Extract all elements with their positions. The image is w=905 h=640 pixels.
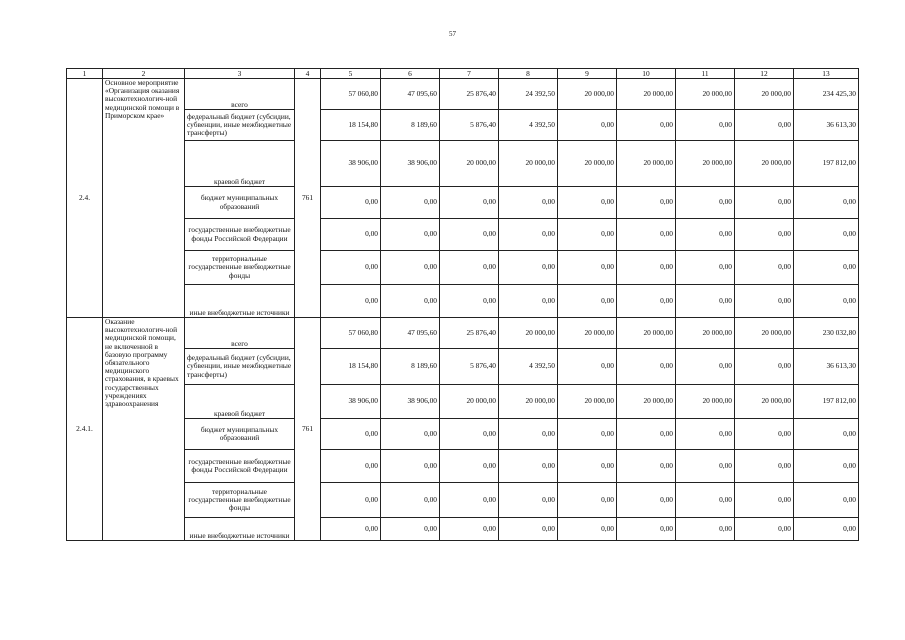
amount-cell: 0,00 xyxy=(794,450,859,483)
amount-cell: 0,00 xyxy=(321,251,381,285)
amount-cell: 0,00 xyxy=(440,285,499,318)
amount-cell: 0,00 xyxy=(381,187,440,219)
amount-cell: 0,00 xyxy=(558,285,617,318)
amount-cell: 38 906,00 xyxy=(381,141,440,187)
amount-cell: 20 000,00 xyxy=(617,385,676,419)
amount-cell: 5 876,40 xyxy=(440,349,499,385)
amount-cell: 0,00 xyxy=(499,219,558,251)
activity-code: 2.4.1. xyxy=(67,318,103,541)
amount-cell: 0,00 xyxy=(499,518,558,541)
amount-cell: 0,00 xyxy=(676,187,735,219)
column-header: 13 xyxy=(794,69,859,79)
amount-cell: 20 000,00 xyxy=(499,385,558,419)
table-row xyxy=(67,385,859,419)
amount-cell: 0,00 xyxy=(321,219,381,251)
column-header: 7 xyxy=(440,69,499,79)
amount-cell: 0,00 xyxy=(617,219,676,251)
amount-cell: 0,00 xyxy=(499,251,558,285)
table-row xyxy=(67,450,859,483)
budget-table xyxy=(66,68,859,541)
amount-cell: 20 000,00 xyxy=(676,79,735,110)
amount-cell: 0,00 xyxy=(321,450,381,483)
amount-cell: 234 425,30 xyxy=(794,79,859,110)
amount-cell: 0,00 xyxy=(735,518,794,541)
funding-source: государственные внебюджетные фонды Российской Федерации xyxy=(185,450,295,483)
amount-cell: 36 613,30 xyxy=(794,110,859,141)
amount-cell: 0,00 xyxy=(676,110,735,141)
table-row xyxy=(67,419,859,450)
amount-cell: 0,00 xyxy=(676,349,735,385)
funding-source: территориальные государственные внебюджетные фонды xyxy=(185,251,295,285)
amount-cell: 0,00 xyxy=(794,483,859,518)
amount-cell: 0,00 xyxy=(381,285,440,318)
column-header: 6 xyxy=(381,69,440,79)
amount-cell: 0,00 xyxy=(558,518,617,541)
amount-cell: 25 876,40 xyxy=(440,318,499,349)
amount-cell: 20 000,00 xyxy=(735,79,794,110)
amount-cell: 20 000,00 xyxy=(735,141,794,187)
amount-cell: 0,00 xyxy=(558,219,617,251)
amount-cell: 0,00 xyxy=(617,483,676,518)
amount-cell: 20 000,00 xyxy=(676,141,735,187)
amount-cell: 0,00 xyxy=(499,419,558,450)
table-row xyxy=(67,285,859,318)
amount-cell: 0,00 xyxy=(735,219,794,251)
funding-source: государственные внебюджетные фонды Российской Федерации xyxy=(185,219,295,251)
amount-cell: 8 189,60 xyxy=(381,110,440,141)
column-header: 3 xyxy=(185,69,295,79)
table-row xyxy=(67,219,859,251)
funding-source: федеральный бюджет (субсидии, субвенции, иные межбюджетные трансферты) xyxy=(185,349,295,385)
amount-cell: 0,00 xyxy=(440,187,499,219)
table-row xyxy=(67,187,859,219)
amount-cell: 0,00 xyxy=(735,349,794,385)
activity-code: 2.4. xyxy=(67,79,103,318)
amount-cell: 0,00 xyxy=(381,419,440,450)
amount-cell: 0,00 xyxy=(321,518,381,541)
column-header: 5 xyxy=(321,69,381,79)
amount-cell: 20 000,00 xyxy=(440,385,499,419)
page-number: 57 xyxy=(449,30,456,38)
amount-cell: 36 613,30 xyxy=(794,349,859,385)
amount-cell: 0,00 xyxy=(558,110,617,141)
amount-cell: 25 876,40 xyxy=(440,79,499,110)
amount-cell: 20 000,00 xyxy=(499,318,558,349)
amount-cell: 20 000,00 xyxy=(735,318,794,349)
table-row xyxy=(67,110,859,141)
amount-cell: 38 906,00 xyxy=(381,385,440,419)
column-header: 8 xyxy=(499,69,558,79)
amount-cell: 0,00 xyxy=(676,251,735,285)
amount-cell: 0,00 xyxy=(321,483,381,518)
column-header: 9 xyxy=(558,69,617,79)
amount-cell: 0,00 xyxy=(321,187,381,219)
amount-cell: 0,00 xyxy=(381,518,440,541)
header-row xyxy=(67,69,859,79)
amount-cell: 8 189,60 xyxy=(381,349,440,385)
amount-cell: 0,00 xyxy=(558,187,617,219)
amount-cell: 0,00 xyxy=(676,219,735,251)
amount-cell: 57 060,80 xyxy=(321,318,381,349)
amount-cell: 20 000,00 xyxy=(676,385,735,419)
column-header: 12 xyxy=(735,69,794,79)
amount-cell: 0,00 xyxy=(735,251,794,285)
amount-cell: 0,00 xyxy=(558,483,617,518)
recipient-code: 761 xyxy=(295,318,321,541)
amount-cell: 0,00 xyxy=(617,285,676,318)
amount-cell: 0,00 xyxy=(321,419,381,450)
amount-cell: 0,00 xyxy=(676,285,735,318)
funding-source: бюджет муниципальных образований xyxy=(185,187,295,219)
amount-cell: 38 906,00 xyxy=(321,141,381,187)
amount-cell: 0,00 xyxy=(735,483,794,518)
amount-cell: 20 000,00 xyxy=(558,141,617,187)
amount-cell: 0,00 xyxy=(735,419,794,450)
amount-cell: 0,00 xyxy=(676,450,735,483)
amount-cell: 0,00 xyxy=(499,450,558,483)
amount-cell: 0,00 xyxy=(617,251,676,285)
amount-cell: 0,00 xyxy=(617,518,676,541)
column-header: 1 xyxy=(67,69,103,79)
amount-cell: 0,00 xyxy=(440,219,499,251)
table-row xyxy=(67,79,859,110)
funding-source: федеральный бюджет (субсидии, субвенции, иные межбюджетные трансферты) xyxy=(185,110,295,141)
amount-cell: 0,00 xyxy=(381,483,440,518)
funding-source: иные внебюджетные источники xyxy=(185,285,295,318)
amount-cell: 20 000,00 xyxy=(735,385,794,419)
funding-source: бюджет муниципальных образований xyxy=(185,419,295,450)
amount-cell: 0,00 xyxy=(735,285,794,318)
table-row xyxy=(67,349,859,385)
amount-cell: 20 000,00 xyxy=(558,318,617,349)
amount-cell: 18 154,80 xyxy=(321,349,381,385)
amount-cell: 0,00 xyxy=(617,349,676,385)
amount-cell: 24 392,50 xyxy=(499,79,558,110)
amount-cell: 0,00 xyxy=(794,518,859,541)
amount-cell: 57 060,80 xyxy=(321,79,381,110)
amount-cell: 20 000,00 xyxy=(440,141,499,187)
amount-cell: 0,00 xyxy=(499,483,558,518)
amount-cell: 0,00 xyxy=(676,483,735,518)
amount-cell: 0,00 xyxy=(735,450,794,483)
table-row xyxy=(67,483,859,518)
amount-cell: 47 095,60 xyxy=(381,79,440,110)
amount-cell: 0,00 xyxy=(794,187,859,219)
amount-cell: 0,00 xyxy=(440,251,499,285)
amount-cell: 0,00 xyxy=(794,419,859,450)
amount-cell: 20 000,00 xyxy=(558,385,617,419)
funding-source: краевой бюджет xyxy=(185,385,295,419)
amount-cell: 0,00 xyxy=(617,450,676,483)
amount-cell: 5 876,40 xyxy=(440,110,499,141)
amount-cell: 0,00 xyxy=(794,251,859,285)
column-header: 10 xyxy=(617,69,676,79)
funding-source: всего xyxy=(185,79,295,110)
funding-source: территориальные государственные внебюджетные фонды xyxy=(185,483,295,518)
amount-cell: 4 392,50 xyxy=(499,110,558,141)
amount-cell: 4 392,50 xyxy=(499,349,558,385)
amount-cell: 0,00 xyxy=(735,110,794,141)
funding-source: иные внебюджетные источники xyxy=(185,518,295,541)
amount-cell: 0,00 xyxy=(381,219,440,251)
amount-cell: 0,00 xyxy=(558,419,617,450)
amount-cell: 197 812,00 xyxy=(794,141,859,187)
column-header: 4 xyxy=(295,69,321,79)
amount-cell: 0,00 xyxy=(794,285,859,318)
amount-cell: 20 000,00 xyxy=(617,318,676,349)
activity-name: Основное мероприятие «Организация оказания высокотехнологич-ной медицинской помощи в Приморском крае» xyxy=(103,79,185,318)
amount-cell: 0,00 xyxy=(321,285,381,318)
amount-cell: 0,00 xyxy=(558,349,617,385)
amount-cell: 0,00 xyxy=(440,419,499,450)
amount-cell: 0,00 xyxy=(440,518,499,541)
amount-cell: 0,00 xyxy=(440,483,499,518)
amount-cell: 20 000,00 xyxy=(558,79,617,110)
funding-source: всего xyxy=(185,318,295,349)
amount-cell: 0,00 xyxy=(794,219,859,251)
amount-cell: 0,00 xyxy=(558,251,617,285)
amount-cell: 20 000,00 xyxy=(499,141,558,187)
amount-cell: 0,00 xyxy=(617,187,676,219)
amount-cell: 197 812,00 xyxy=(794,385,859,419)
amount-cell: 0,00 xyxy=(735,187,794,219)
amount-cell: 0,00 xyxy=(676,419,735,450)
amount-cell: 0,00 xyxy=(617,110,676,141)
amount-cell: 18 154,80 xyxy=(321,110,381,141)
amount-cell: 0,00 xyxy=(676,518,735,541)
amount-cell: 0,00 xyxy=(558,450,617,483)
amount-cell: 0,00 xyxy=(617,419,676,450)
amount-cell: 230 032,80 xyxy=(794,318,859,349)
activity-name: Оказание высокотехнологич-ной медицинской помощи, не включенной в базовую программу обязательного медицинского страхования, в краевых государственных учреждениях здравоохранения xyxy=(103,318,185,541)
recipient-code: 761 xyxy=(295,79,321,318)
amount-cell: 0,00 xyxy=(381,450,440,483)
table-row xyxy=(67,318,859,349)
table-row xyxy=(67,518,859,541)
amount-cell: 47 095,60 xyxy=(381,318,440,349)
amount-cell: 20 000,00 xyxy=(617,141,676,187)
funding-source: краевой бюджет xyxy=(185,141,295,187)
table-row xyxy=(67,141,859,187)
amount-cell: 20 000,00 xyxy=(676,318,735,349)
amount-cell: 38 906,00 xyxy=(321,385,381,419)
table-row xyxy=(67,251,859,285)
amount-cell: 0,00 xyxy=(499,187,558,219)
amount-cell: 20 000,00 xyxy=(617,79,676,110)
amount-cell: 0,00 xyxy=(499,285,558,318)
amount-cell: 0,00 xyxy=(440,450,499,483)
amount-cell: 0,00 xyxy=(381,251,440,285)
column-header: 2 xyxy=(103,69,185,79)
column-header: 11 xyxy=(676,69,735,79)
